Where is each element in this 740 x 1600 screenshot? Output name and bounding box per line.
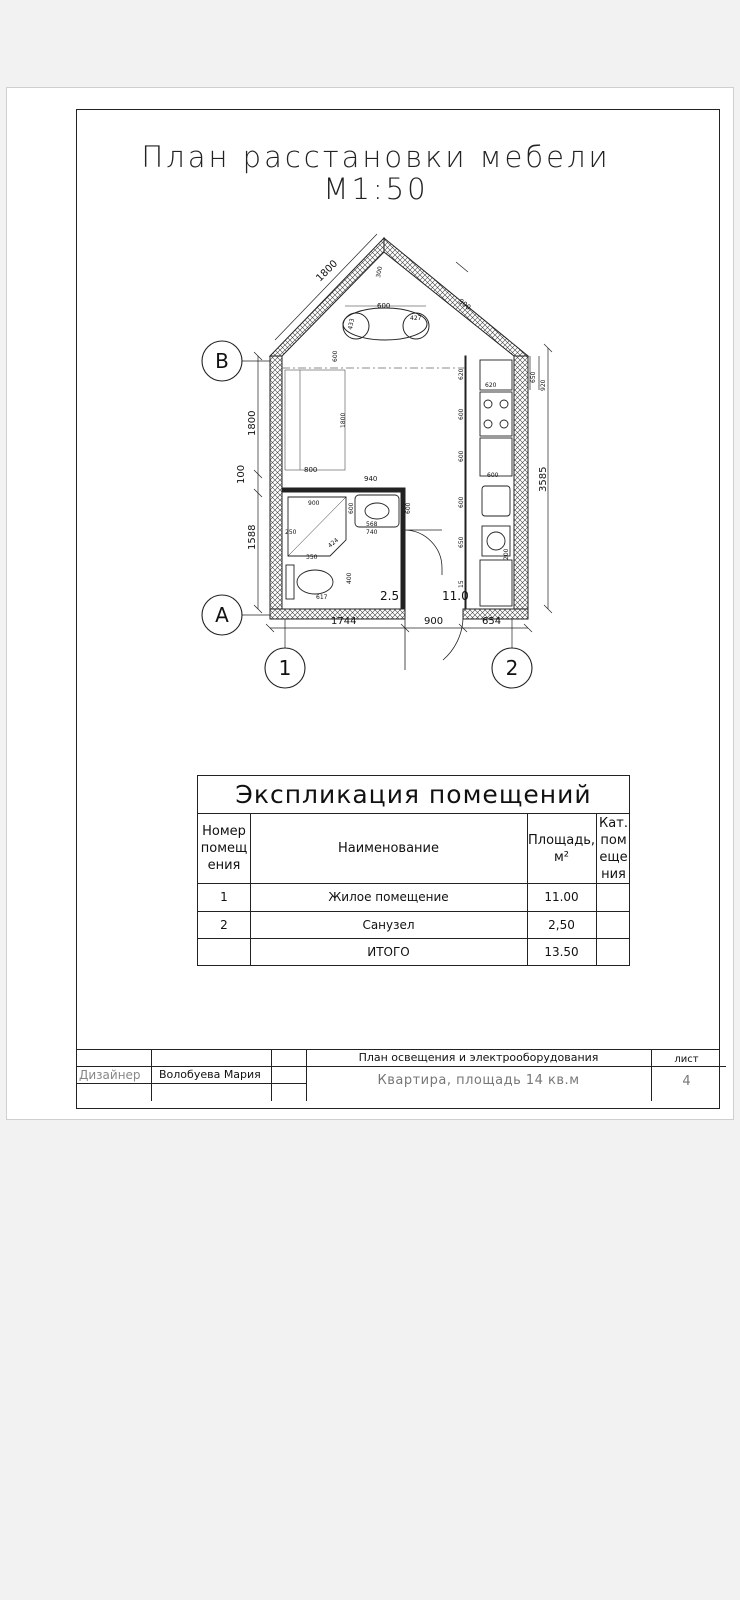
dim-table-width: 600	[377, 302, 391, 310]
axis-label-A: А	[215, 603, 229, 627]
table-cell-area: 11.00	[544, 890, 579, 904]
dim-k-600b: 600	[458, 450, 465, 462]
area-living: 11.0	[442, 589, 469, 603]
sheet-number: 4	[682, 1074, 691, 1089]
designer-role: Дизайнер	[79, 1068, 141, 1082]
explication-table	[197, 775, 630, 966]
axis-label-B: В	[215, 349, 229, 373]
table-cell-name: ИТОГО	[367, 945, 410, 959]
dim-left-mid: 100	[236, 464, 247, 484]
dim-k-600a: 600	[458, 408, 465, 420]
dim-shower-small: 250	[285, 529, 297, 536]
bath-door	[405, 530, 442, 568]
dim-right-total: 3585	[538, 466, 549, 492]
drawing-scale: М1:50	[323, 172, 429, 206]
table-cell-area: 13.50	[544, 945, 579, 959]
bath-partition-top	[282, 488, 405, 492]
stove	[480, 392, 512, 436]
burner-3	[484, 420, 492, 428]
dim-wc-width: 617	[316, 594, 328, 601]
burner-1	[484, 400, 492, 408]
dim-k-650: 650	[458, 536, 465, 548]
dim-sink-w2: 740	[366, 529, 378, 536]
designer-name: Волобуева Мария	[159, 1068, 261, 1081]
dim-sink-w: 568	[366, 521, 378, 528]
floor-plan	[190, 222, 560, 692]
sofa	[285, 370, 345, 470]
title-block	[76, 1049, 720, 1101]
dim-chair-right: 427	[410, 315, 422, 322]
dim-sink-h2: 600	[405, 502, 412, 514]
fridge	[480, 560, 512, 606]
bathroom	[286, 495, 399, 599]
explication-title: Экспликация помещений	[198, 776, 629, 814]
dim-right-upper-b: 920	[540, 379, 547, 391]
dining-set	[343, 306, 429, 340]
kitchen-divider	[465, 356, 466, 609]
dim-left-lower: 1588	[247, 524, 258, 550]
table-cell-number	[198, 938, 250, 966]
burner-2	[500, 400, 508, 408]
kitchen	[480, 360, 512, 606]
table-cell-number: 2	[220, 917, 228, 932]
dim-left-upper: 1800	[247, 410, 258, 436]
dim-right-diag: 900	[456, 297, 473, 312]
dim-shower: 900	[308, 500, 320, 507]
dim-bottom-left: 1744	[331, 616, 357, 627]
tb-rule	[306, 1066, 726, 1067]
living-furniture	[282, 368, 465, 470]
drawing-name: План освещения и электрооборудования	[358, 1051, 599, 1064]
header-number: Номер помещ ения	[200, 824, 248, 873]
toilet	[297, 570, 333, 594]
tb-rule	[151, 1049, 152, 1101]
dim-bath-wall: 940	[364, 475, 378, 483]
tb-rule	[271, 1049, 272, 1101]
dim-bottom-door: 900	[424, 616, 444, 627]
dim-chair-left: 433	[347, 317, 356, 331]
area-bath: 2.5	[380, 589, 400, 603]
dim-gable: 300	[375, 265, 384, 279]
dim-k-620: 620	[485, 382, 497, 389]
dim-wc-offset: 350	[306, 554, 318, 561]
dim-k-200: 200	[503, 548, 510, 560]
header-category: Кат. пом еще ния	[599, 815, 628, 882]
dim-k-600c: 600	[487, 472, 499, 479]
axis-label-2: 2	[505, 656, 519, 680]
dim-shower-diag: 424	[326, 536, 341, 550]
dim-sink-h: 600	[348, 502, 355, 514]
burner-4	[500, 420, 508, 428]
dim-k-15: 15	[458, 580, 465, 588]
sheet-label: лист	[674, 1054, 699, 1065]
table-cell-area: 2,50	[548, 917, 575, 932]
kitchen-sink	[482, 486, 510, 516]
dim-bed-width: 800	[304, 466, 318, 474]
dim-wc-depth: 400	[346, 572, 353, 584]
header-name: Наименование	[337, 841, 440, 856]
drawing-title: План расстановки мебели	[141, 140, 611, 174]
table-cell-number: 1	[220, 890, 228, 904]
dim-sofa-len: 1800	[340, 412, 347, 428]
wall-left	[270, 356, 282, 609]
dim-bottom-right: 654	[482, 616, 502, 627]
dim-sofa-depth: 600	[332, 350, 339, 362]
header-area: Площадь, м²	[527, 832, 596, 865]
dim-right-upper-a: 650	[530, 371, 537, 383]
cabinet-mid	[480, 438, 512, 476]
axis-label-1: 1	[278, 656, 292, 680]
table-cell-name: Жилое помещение	[328, 890, 449, 904]
toilet-tank	[286, 565, 294, 599]
dim-k-600d: 600	[458, 496, 465, 508]
walls	[270, 238, 528, 619]
project-name: Квартира, площадь 14 кв.м	[377, 1073, 580, 1088]
wall-right	[514, 356, 528, 609]
table-cell-name: Санузел	[362, 917, 415, 932]
dim-k-top: 620	[458, 368, 465, 380]
dim-top-diag: 1800	[314, 258, 341, 285]
